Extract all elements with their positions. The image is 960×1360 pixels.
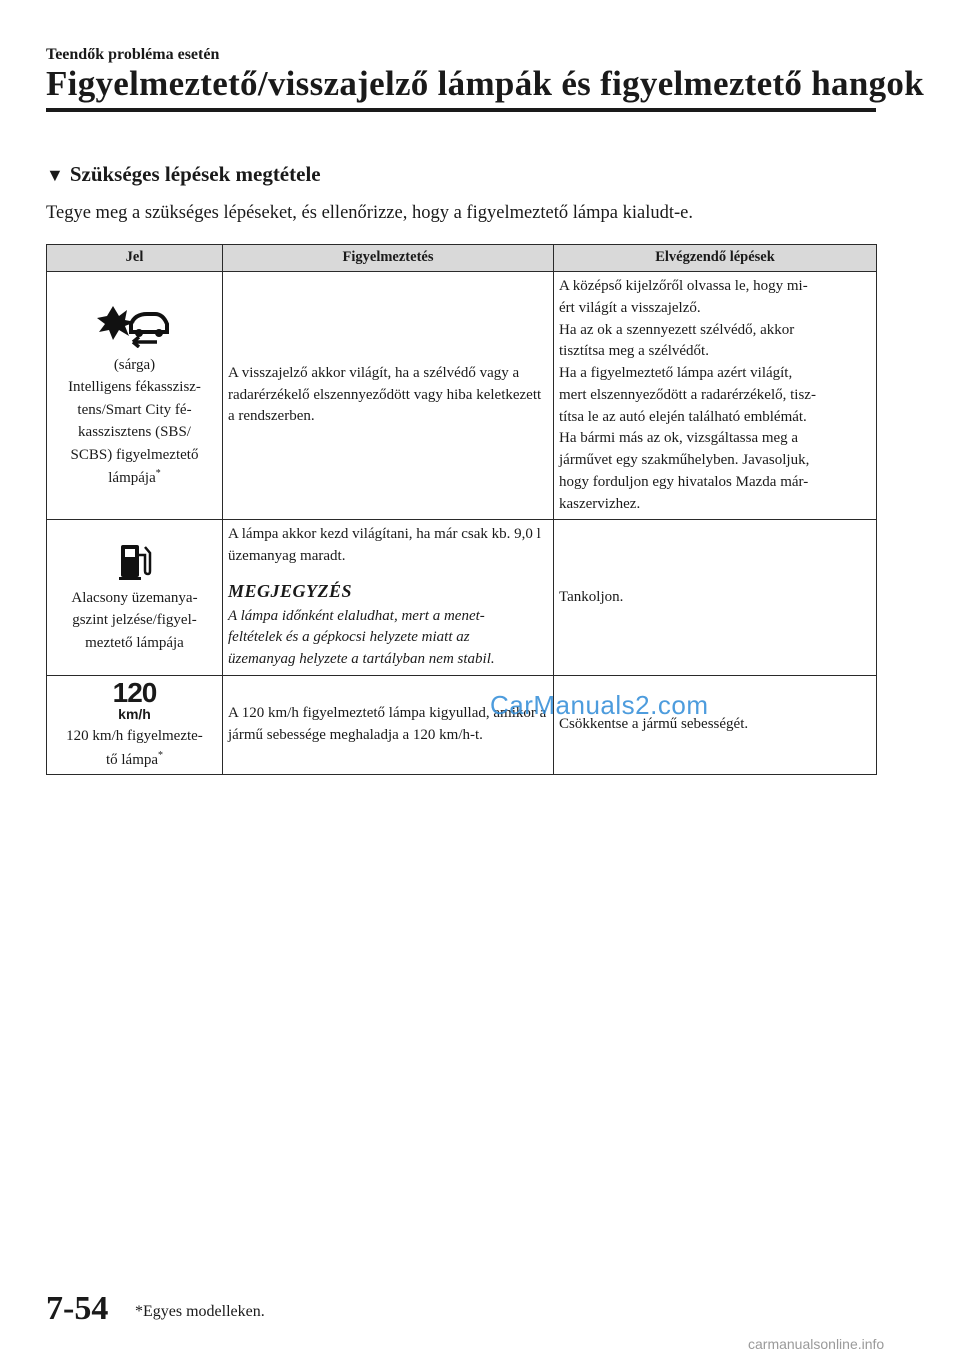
speed-icon-number: 120 xyxy=(112,677,157,708)
speed-120-icon xyxy=(52,679,217,721)
chapter-label: Teendők probléma esetén xyxy=(46,46,220,63)
warning-text: A 120 km/h figyelmeztető lámpa kigyullad, amikor a jármű sebessége meghaladja a 120 km/h-t. xyxy=(228,705,547,743)
note-text: A lámpa időnként elaludhat, mert a menet- feltételek és a gépkocsi helyzete miatt az üzemanyag helyzete a tartályban nem stabil. xyxy=(228,607,495,668)
model-footnote-marker: * xyxy=(155,468,161,479)
action-step: A középső kijelzőről olvassa le, hogy mi- ért világít a visszajelző. xyxy=(559,278,808,316)
symbol-cell xyxy=(47,272,223,520)
warning-cell xyxy=(223,520,554,676)
triangle-down-icon: ▼ xyxy=(46,165,64,185)
action-step: Ha a figyelmeztető lámpa azért világít, mert elszennyeződött a radarérzékelő, tisz- títsa le az autó elején található emblémát. xyxy=(559,365,816,425)
footnote: *Egyes modelleken. xyxy=(135,1303,265,1320)
table-header-row xyxy=(47,245,877,272)
watermark: CarManuals2.com xyxy=(490,690,709,720)
fuel-pump-icon xyxy=(118,541,152,581)
warning-lights-table xyxy=(46,244,877,775)
speed-icon-unit: km/h xyxy=(118,706,151,722)
symbol-label: (sárga) Intelligens fékasszisz- tens/Smart City fé- kasszisztens (SBS/ SCBS) figyelmeztető lámpája xyxy=(68,356,201,486)
column-header-warning: Figyelmeztetés xyxy=(223,245,554,272)
section-heading-text: Szükséges lépések megtétele xyxy=(69,162,321,186)
section-heading xyxy=(46,162,321,187)
symbol-cell xyxy=(47,676,223,775)
brake-assist-warning-icon xyxy=(95,302,175,348)
column-header-symbol: Jel xyxy=(47,245,223,272)
symbol-cell xyxy=(47,520,223,676)
table-row xyxy=(47,272,877,520)
site-watermark: carmanualsonline.info xyxy=(748,1336,885,1352)
note-heading: MEGJEGYZÉS xyxy=(228,580,353,601)
table-row xyxy=(47,520,877,676)
header-divider xyxy=(46,108,876,112)
actions-cell xyxy=(554,272,877,520)
warning-text: A lámpa akkor kezd világítani, ha már csak kb. 9,0 l üzemanyag maradt. xyxy=(228,526,541,564)
action-step: Tankoljon. xyxy=(559,588,624,605)
warning-cell xyxy=(223,272,554,520)
column-header-actions: Elvégzendő lépések xyxy=(554,245,877,272)
action-step: Ha az ok a szennyezett szélvédő, akkor tisztítsa meg a szélvédőt. xyxy=(559,321,795,360)
page-number: 7-54 xyxy=(46,1290,109,1327)
symbol-label: 120 km/h figyelmezte- tő lámpa xyxy=(66,728,203,768)
action-step: Csökkentse a jármű sebességét. xyxy=(559,716,749,733)
page-title: Figyelmeztető/visszajelző lámpák és figyelmeztető hangok xyxy=(46,64,924,103)
model-footnote-marker: * xyxy=(158,749,164,761)
action-step: Ha bármi más az ok, vizsgáltassa meg a járművet egy szakműhelyben. Javasoljuk, hogy forduljon egy hivatalos Mazda már- kaszervizhez. xyxy=(559,430,810,512)
table-row xyxy=(47,676,877,775)
actions-cell xyxy=(554,520,877,676)
symbol-label: Alacsony üzemanya- gszint jelzése/figyel- meztető lámpája xyxy=(71,589,198,651)
intro-text: Tegye meg a szükséges lépéseket, és ellenőrizze, hogy a figyelmeztető lámpa kialudt-e. xyxy=(46,203,693,223)
warning-text: A visszajelző akkor világít, ha a szélvédő vagy a radarérzékelő elszennyeződött vagy hiba keletkezett a rendszerben. xyxy=(228,364,542,425)
